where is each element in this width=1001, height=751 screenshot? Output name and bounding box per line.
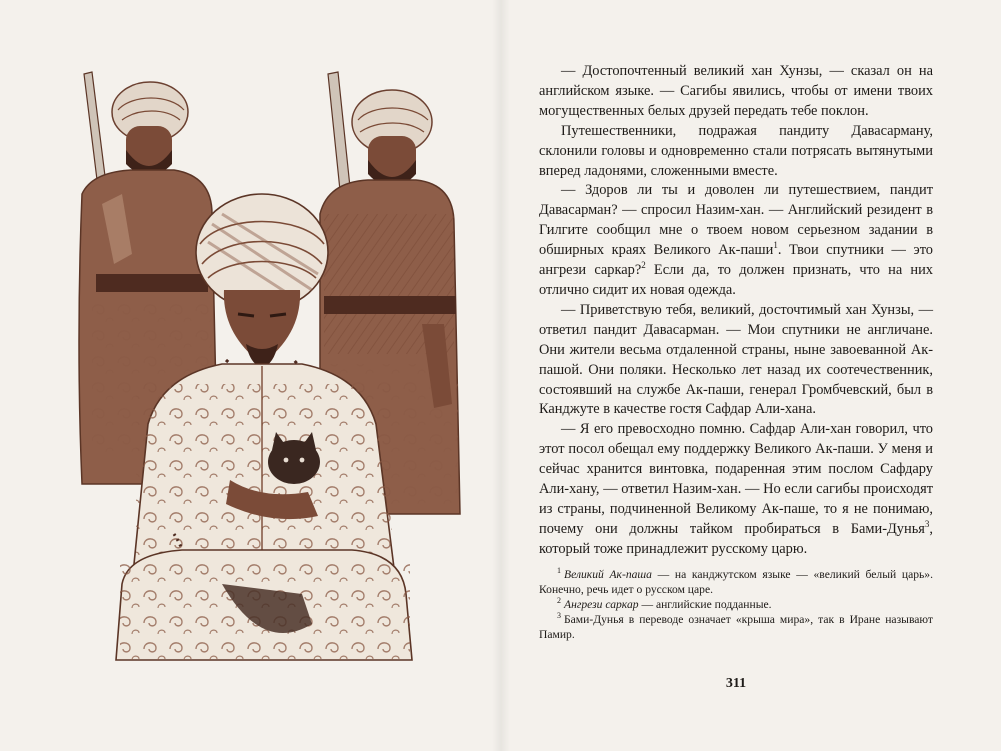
paragraph-4: — Приветствую тебя, великий, досточтимый хан Хунзы, — ответил пандит Давасарман. — Мои спутники не англичане. Они жители весьма отдаленной страны, ныне завоеванной Ак-пашой. Они поляки. Несколько лет назад их соотечественник, состоявший на службе Ак-паши, генерал Громбчевский, был в Канджуте в качестве гостя Сафдар Али-хана. bbox=[539, 301, 933, 418]
paragraph-5 bbox=[539, 420, 933, 559]
paragraph-1: — Достопочтенный великий хан Хунзы, — сказал он на английском языке. — Сагибы явились, чтобы от имени твоих могущественных белых друзей передать тебе поклон. bbox=[539, 63, 933, 119]
footnote-marker-2: 2 bbox=[641, 260, 646, 271]
paragraph-3-part-b: . Твои спутники — это ангрези саркар? bbox=[539, 242, 934, 279]
paragraph-3-part-a: — Здоров ли ты и доволен ли путешествием, пандит Давасарман? — спросил Назим-хан. — Английский резидент в Гилгите сообщил мне о твоем новом серьезном задании в обширных краях Великого Ак-паши bbox=[539, 182, 933, 259]
footnote-marker-1: 1 bbox=[773, 240, 778, 251]
paragraph-2: Путешественники, подражая пандиту Давасарману, склонили головы и одновременно стали потрясать вытянутыми вперед ладонями, сложенными вместе. bbox=[539, 122, 933, 179]
paragraph-3 bbox=[539, 181, 933, 300]
illustration-khan-with-guards bbox=[62, 64, 472, 664]
left-guard-saber bbox=[84, 72, 106, 188]
footnote-2-term: Ангрези саркар bbox=[564, 598, 639, 612]
footnote-1 bbox=[539, 567, 933, 597]
paragraph-3-part-c: Если да, то должен признать, что на них отлично сидит их новая одежда. bbox=[539, 262, 933, 298]
book-gutter bbox=[492, 0, 510, 751]
footnote-2-text: — английские подданные. bbox=[638, 598, 772, 612]
footnote-3-text: Бами-Дунья в переводе означает «крыша мира», так в Иране называют Памир. bbox=[539, 613, 933, 642]
left-guard-sash bbox=[96, 274, 208, 292]
footnote-3 bbox=[539, 612, 933, 642]
footnote-2 bbox=[539, 597, 933, 612]
footnotes bbox=[539, 567, 933, 643]
footnote-3-number: 3 bbox=[557, 611, 561, 621]
paragraph-5-part-b: , который тоже принадлежит русскому царю. bbox=[539, 520, 933, 557]
footnote-2-number: 2 bbox=[557, 596, 561, 606]
right-guard-sash bbox=[324, 296, 456, 314]
footnote-1-number: 1 bbox=[557, 565, 561, 575]
footnote-1-term: Великий Ак-паша bbox=[564, 567, 652, 581]
paragraph-5-part-a: — Я его превосходно помню. Сафдар Али-хан говорил, что этот посол обещал ему поддержку Великого Ак-паши. У меня и сейчас хранится винтовка, подаренная этим послом Сафдару Али-хану, — ответил Назим-хан. — Но если сагибы происходят из страны, подчиненной Великому Ак-паше, то я не понимаю, почему они должны тайком пробираться в Бами-Дунья bbox=[539, 421, 933, 537]
text-page bbox=[539, 62, 933, 643]
footnote-1-text: — на канджутском языке — «великий белый царь». Конечно, речь идет о русском царе. bbox=[539, 567, 933, 596]
page-number: 311 bbox=[725, 676, 747, 691]
footnote-marker-3: 3 bbox=[924, 519, 930, 530]
